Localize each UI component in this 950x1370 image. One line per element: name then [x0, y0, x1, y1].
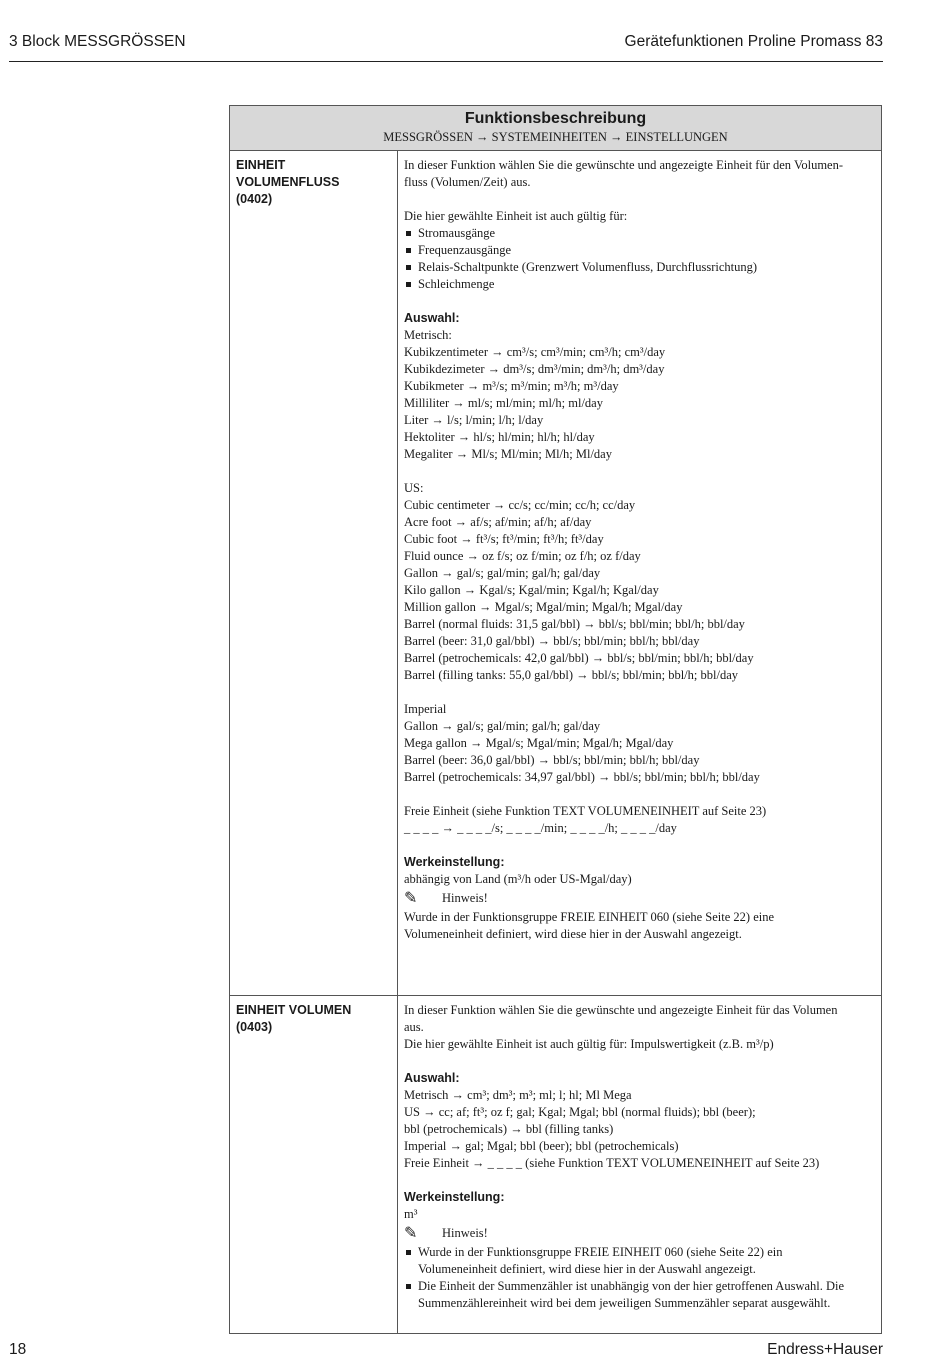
unit-line: Hektoliter → hl/s; hl/min; hl/h; hl/day	[404, 430, 595, 444]
header-rule	[9, 61, 883, 62]
note-label: Hinweis!	[442, 891, 488, 905]
unit-line: Liter → l/s; l/min; l/h; l/day	[404, 413, 544, 427]
unit-line: Cubic centimeter → cc/s; cc/min; cc/h; cc/day	[404, 498, 636, 512]
unit-line: Gallon → gal/s; gal/min; gal/h; gal/day	[404, 719, 601, 733]
brand-name: Endress+Hauser	[767, 1341, 883, 1358]
free-unit-line: _ _ _ _ → _ _ _ _/s; _ _ _ _/min; _ _ _ _/h; _ _ _ _/day	[404, 821, 677, 835]
note-list-item	[404, 1244, 875, 1278]
selection-heading: Auswahl:	[404, 1071, 460, 1085]
intro-text: Die hier gewählte Einheit ist auch gültig für: Impulswertigkeit (z.B. m³/p)	[404, 1037, 774, 1051]
function-table	[229, 105, 882, 1334]
unit-line: Acre foot → af/s; af/min; af/h; af/day	[404, 515, 592, 529]
unit-line: Kubikmeter → m³/s; m³/min; m³/h; m³/day	[404, 379, 619, 393]
unit-line: bbl (petrochemicals) → bbl (filling tanks)	[404, 1122, 614, 1136]
page-number: 18	[9, 1341, 27, 1358]
table-header	[230, 106, 881, 151]
function-name-line: EINHEIT VOLUMEN	[236, 1003, 352, 1017]
row-volume-unit	[230, 996, 881, 1333]
unit-line: Barrel (petrochemicals: 42,0 gal/bbl) → bbl/s; bbl/min; bbl/h; bbl/day	[404, 651, 754, 665]
note-list-item	[404, 1278, 875, 1312]
selection-heading: Auswahl:	[404, 311, 460, 325]
imperial-label: Imperial	[404, 702, 447, 716]
note-text: Wurde in der Funktionsgruppe FREIE EINHEIT 060 (siehe Seite 22) ein	[418, 1245, 783, 1259]
function-name-line: VOLUMENFLUSS	[236, 175, 340, 189]
intro-text: In dieser Funktion wählen Sie die gewünschte und angezeigte Einheit für das Volumen	[404, 1003, 838, 1017]
us-label: US:	[404, 481, 424, 495]
table-title: Funktionsbeschreibung	[464, 110, 647, 127]
running-header-left: 3 Block MESSGRÖSSEN	[9, 33, 186, 50]
unit-line: Freie Einheit → _ _ _ _ (siehe Funktion TEXT VOLUMENEINHEIT auf Seite 23)	[404, 1156, 820, 1170]
function-code: (0402)	[236, 192, 273, 206]
unit-line: Megaliter → Ml/s; Ml/min; Ml/h; Ml/day	[404, 447, 612, 461]
intro-text: fluss (Volumen/Zeit) aus.	[404, 175, 531, 189]
unit-line: Barrel (beer: 31,0 gal/bbl) → bbl/s; bbl/min; bbl/h; bbl/day	[404, 634, 700, 648]
function-name-line: EINHEIT	[236, 158, 286, 172]
factory-setting-heading: Werkeinstellung:	[404, 1190, 505, 1204]
unit-line: Metrisch → cm³; dm³; m³; ml; l; hl; Ml Mega	[404, 1088, 632, 1102]
unit-line: US → cc; af; ft³; oz f; gal; Kgal; Mgal; bbl (normal fluids); bbl (beer);	[404, 1105, 756, 1119]
note-header	[404, 888, 875, 909]
free-unit-line: Freie Einheit (siehe Funktion TEXT VOLUMENEINHEIT auf Seite 23)	[404, 804, 767, 818]
unit-line: Fluid ounce → oz f/s; oz f/min; oz f/h; oz f/day	[404, 549, 641, 563]
unit-line: Barrel (petrochemicals: 34,97 gal/bbl) → bbl/s; bbl/min; bbl/h; bbl/day	[404, 770, 760, 784]
function-name-cell	[230, 151, 398, 995]
unit-line: Kilo gallon → Kgal/s; Kgal/min; Kgal/h; Kgal/day	[404, 583, 659, 597]
intro-text: In dieser Funktion wählen Sie die gewünschte und angezeigte Einheit für den Volumen-	[404, 158, 844, 172]
note-header	[404, 1223, 875, 1244]
intro-text: aus.	[404, 1020, 424, 1034]
list-item: Stromausgänge	[404, 225, 875, 242]
unit-line: Barrel (filling tanks: 55,0 gal/bbl) → bbl/s; bbl/min; bbl/h; bbl/day	[404, 668, 738, 682]
factory-setting-value: m³	[404, 1207, 418, 1221]
running-header-right: Gerätefunktionen Proline Promass 83	[624, 33, 883, 50]
unit-line: Gallon → gal/s; gal/min; gal/h; gal/day	[404, 566, 601, 580]
menu-path: MESSGRÖSSEN → SYSTEMEINHEITEN → EINSTELLUNGEN	[383, 130, 728, 144]
function-name-cell	[230, 996, 398, 1333]
list-item: Frequenzausgänge	[404, 242, 875, 259]
unit-line: Mega gallon → Mgal/s; Mgal/min; Mgal/h; Mgal/day	[404, 736, 674, 750]
unit-line: Barrel (normal fluids: 31,5 gal/bbl) → bbl/s; bbl/min; bbl/h; bbl/day	[404, 617, 745, 631]
list-item: Relais-Schaltpunkte (Grenzwert Volumenfluss, Durchflussrichtung)	[404, 259, 875, 276]
note-text: Volumeneinheit definiert, wird diese hier in der Auswahl angezeigt.	[404, 927, 742, 941]
note-text: Summenzählereinheit wird bei dem jeweiligen Summenzähler separat ausgewählt.	[418, 1296, 831, 1310]
pencil-icon: ✎	[404, 890, 418, 907]
unit-line: Milliliter → ml/s; ml/min; ml/h; ml/day	[404, 396, 603, 410]
note-text: Die Einheit der Summenzähler ist unabhängig von der hier getroffenen Auswahl. Die	[418, 1279, 845, 1293]
factory-setting-heading: Werkeinstellung:	[404, 855, 505, 869]
note-text: Volumeneinheit definiert, wird diese hier in der Auswahl angezeigt.	[418, 1262, 756, 1276]
note-label: Hinweis!	[442, 1226, 488, 1240]
note-text: Wurde in der Funktionsgruppe FREIE EINHEIT 060 (siehe Seite 22) eine	[404, 910, 775, 924]
description-cell	[398, 996, 881, 1333]
unit-line: Barrel (beer: 36,0 gal/bbl) → bbl/s; bbl/min; bbl/h; bbl/day	[404, 753, 700, 767]
factory-setting-value: abhängig von Land (m³/h oder US-Mgal/day)	[404, 872, 632, 886]
function-code: (0403)	[236, 1020, 273, 1034]
pencil-icon: ✎	[404, 1225, 418, 1242]
unit-line: Imperial → gal; Mgal; bbl (beer); bbl (petrochemicals)	[404, 1139, 679, 1153]
unit-line: Million gallon → Mgal/s; Mgal/min; Mgal/h; Mgal/day	[404, 600, 683, 614]
metric-label: Metrisch:	[404, 328, 452, 342]
list-item: Schleichmenge	[404, 276, 875, 293]
unit-line: Kubikzentimeter → cm³/s; cm³/min; cm³/h; cm³/day	[404, 345, 666, 359]
valid-for-text: Die hier gewählte Einheit ist auch gültig für:	[404, 209, 628, 223]
unit-line: Cubic foot → ft³/s; ft³/min; ft³/h; ft³/day	[404, 532, 604, 546]
description-cell	[398, 151, 881, 995]
unit-line: Kubikdezimeter → dm³/s; dm³/min; dm³/h; dm³/day	[404, 362, 665, 376]
row-volume-flow-unit	[230, 151, 881, 996]
